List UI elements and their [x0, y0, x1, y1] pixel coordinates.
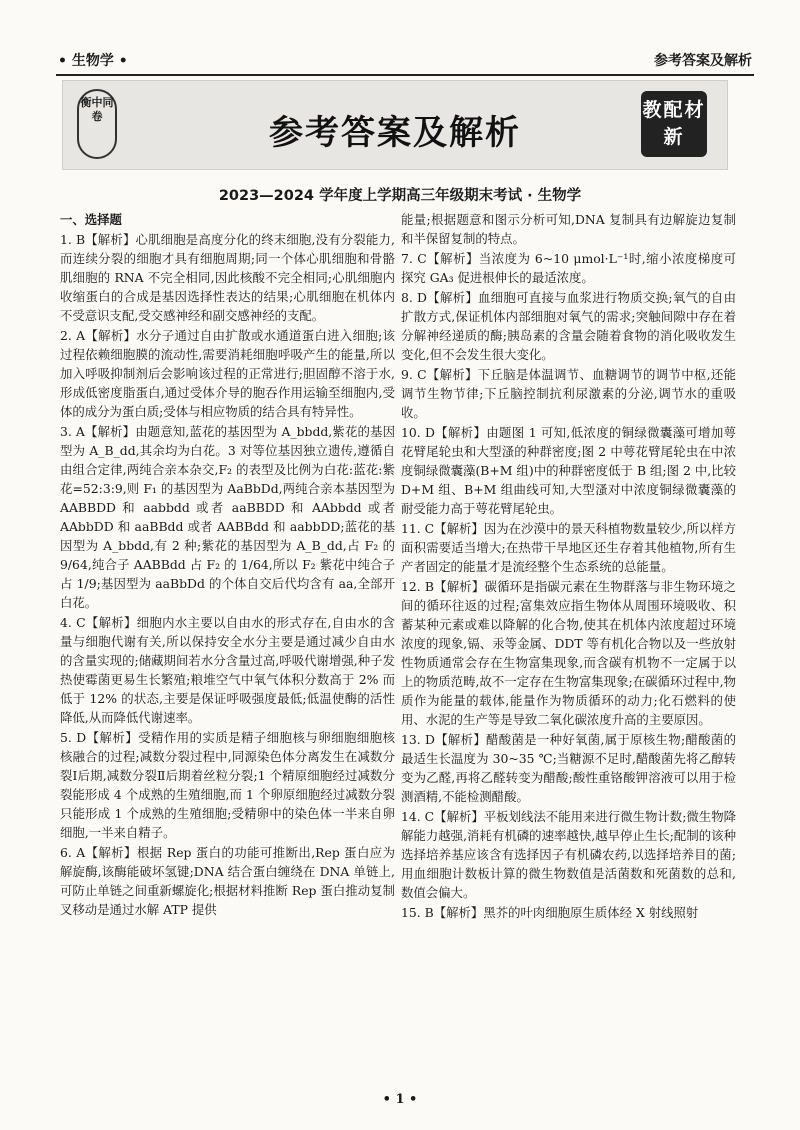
header-title: 参考答案及解析 — [654, 53, 752, 69]
answer-item: 11. C【解析】因为在沙漠中的景天科植物数量较少,所以样方面积需要适当增大;在热带干旱地区还生存着其他植物,所有生产者固定的能量才是流经整个生态系统的总能量。 — [401, 521, 736, 574]
answer-item: 12. B【解析】碳循环是指碳元素在生物群落与非生物环境之间的循环往返的过程;富集效应指生物体从周围环境吸收、积蓄某种元素或难以降解的化合物,使其在机体内浓度超过环境浓度的现象,镉、汞等金属、DDT 等有机化合物以及一些放射性物质通常会存在生物富集现象,而含碳有机物不一定属于以上的物质范畴,故不一定存在生物富集现象;在碳循环过程中,物质作为能量的载体,能量作为物质循环的动力;化石燃料的使用、水泥的生产等是导致二氧化碳浓度升高的主要原因。 — [401, 579, 736, 727]
right-column — [401, 210, 736, 923]
answer-item: 8. D【解析】血细胞可直接与血浆进行物质交换;氧气的自由扩散方式,保证机体内部细胞对氧气的需求;突触间隙中存在着分解神经递质的酶;胰岛素的含量会随着食物的消化吸收发生变化,但不会发生很大变化。 — [401, 290, 736, 362]
answer-item: 6. A【解析】根据 Rep 蛋白的功能可推断出,Rep 蛋白应为解旋酶,该酶能破坏氢键;DNA 结合蛋白缠绕在 DNA 单链上,可防止单链之间重新螺旋化;根据材料推断 Rep 蛋白推动复制叉移动是通过水解 ATP 提供 — [60, 845, 395, 917]
answer-item: 2. A【解析】水分子通过自由扩散或水通道蛋白进入细胞;该过程依赖细胞膜的流动性,需要消耗细胞呼吸产生的能量,所以加入呼吸抑制剂后会影响该过程的正常进行;胆固醇不溶于水,形成低密度脂蛋白,通过受体介导的胞吞作用运输至细胞内,受体的成分为蛋白质;受体与相应物质的结合具有特异性。 — [60, 328, 395, 419]
answer-item: 能量;根据题意和图示分析可知,DNA 复制具有边解旋边复制和半保留复制的特点。 — [401, 212, 736, 246]
answer-item: 3. A【解析】由题意知,蓝花的基因型为 A_bbdd,紫花的基因型为 A_B_dd,其余均为白花。3 对等位基因独立遗传,遵循自由组合定律,两纯合亲本杂交,F₂ 的表型及比例为白花:蓝花:紫花=52:3:9,则 F₁ 的基因型为 AaBbDd,两纯合亲本基因型为 AABBDD 和 aabbdd 或者 aaBBDD 和 AAbbdd 或者 AAbbDD 和 aaBBdd 或者 AABBdd 和 aabbDD;蓝花的基因型为 A_bbdd,有 2 种;紫花的基因型为 A_B_dd,占 F₂ 的 9/64,纯合子 AABBdd 占 F₂ 的 1/64,所以 F₂ 紫花中纯合子占 1/9;基因型为 aaBbDd 的个体自交后代均含有 aa,全部开白花。 — [60, 424, 395, 610]
answer-item: 15. B【解析】黑芥的叶肉细胞原生质体经 X 射线照射 — [401, 905, 699, 920]
title-banner — [62, 80, 728, 170]
answer-item: 4. C【解析】细胞内水主要以自由水的形式存在,自由水的含量与细胞代谢有关,所以保持安全水分主要是通过减少自由水的含量实现的;储藏期间若水分含量过高,呼吸代谢增强,种子发热使霉菌更易生长繁殖;粮堆空气中氧气体积分数高于 2% 而低于 12% 的状态,主要是保证呼吸强度最低;低温使酶的活性降低,从而降低代谢速率。 — [60, 615, 395, 725]
seal-logo: 衡中同卷 — [77, 89, 117, 159]
answer-item: 10. D【解析】由题图 1 可知,低浓度的铜绿微囊藻可增加萼花臂尾轮虫和大型溞的种群密度;图 2 中萼花臂尾轮虫在中浓度铜绿微囊藻(B+M 组)中的种群密度低于 B 组;图 2 中,比较 D+M 组、B+M 组曲线可知,大型溞对中浓度铜绿微囊藻的耐受能力高于萼花臂尾轮虫。 — [401, 425, 736, 516]
answer-item: 9. C【解析】下丘脑是体温调节、血糖调节的调节中枢,还能调节生物节律;下丘脑控制抗利尿激素的分泌,调节水的重吸收。 — [401, 367, 736, 420]
answer-item: 7. C【解析】当浓度为 6~10 μmol·L⁻¹时,缩小浓度梯度可探究 GA₃ 促进根伸长的最适浓度。 — [401, 251, 736, 285]
answer-item: 1. B【解析】心肌细胞是高度分化的终末细胞,没有分裂能力,而连续分裂的细胞才具有细胞周期;同一个体心肌细胞和骨骼肌细胞的 RNA 不完全相同,因此核酸不完全相同;心肌细胞内收缩蛋白的合成是基因选择性表达的结果;心肌细胞在机体内不受意识支配,受交感神经和副交感神经的支配。 — [60, 232, 395, 323]
page-number: • 1 • — [382, 1092, 418, 1107]
exam-subtitle: 2023—2024 学年度上学期高三年级期末考试 · 生物学 — [218, 188, 582, 204]
left-column — [60, 210, 395, 920]
page-header — [56, 48, 754, 76]
answer-item: 5. D【解析】受精作用的实质是精子细胞核与卵细胞细胞核核融合的过程;减数分裂过程中,同源染色体分离发生在减数分裂Ⅰ后期,减数分裂Ⅱ后期着丝粒分裂;1 个精原细胞经过减数分裂能形成 4 个成熟的生殖细胞,而 1 个卵原细胞经过减数分裂只能形成 1 个成熟的生殖细胞;受精卵中的染色体一半来自卵细胞,一半来自精子。 — [60, 730, 395, 840]
answer-item: 13. D【解析】醋酸菌是一种好氧菌,属于原核生物;醋酸菌的最适生长温度为 30~35 ℃;当糖源不足时,醋酸菌先将乙醇转变为乙醛,再将乙醛转变为醋酸;酸性重铬酸钾溶液可以用于检测酒精,不能检测醋酸。 — [401, 732, 736, 804]
stamp-logo: 教配材新 — [641, 91, 707, 157]
header-subject: • 生物学 • — [58, 53, 128, 69]
section-heading: 一、选择题 — [60, 212, 122, 227]
banner-title: 参考答案及解析 — [269, 113, 521, 153]
answer-item: 14. C【解析】平板划线法不能用来进行微生物计数;微生物降解能力越强,消耗有机磷的速率越快,越早停止生长;配制的该种选择培养基应该含有选择因子有机磷农药,以选择培养目的菌;用血细胞计数板计算的微生物数值是活菌数和死菌数的总和,数值会偏大。 — [401, 809, 736, 900]
